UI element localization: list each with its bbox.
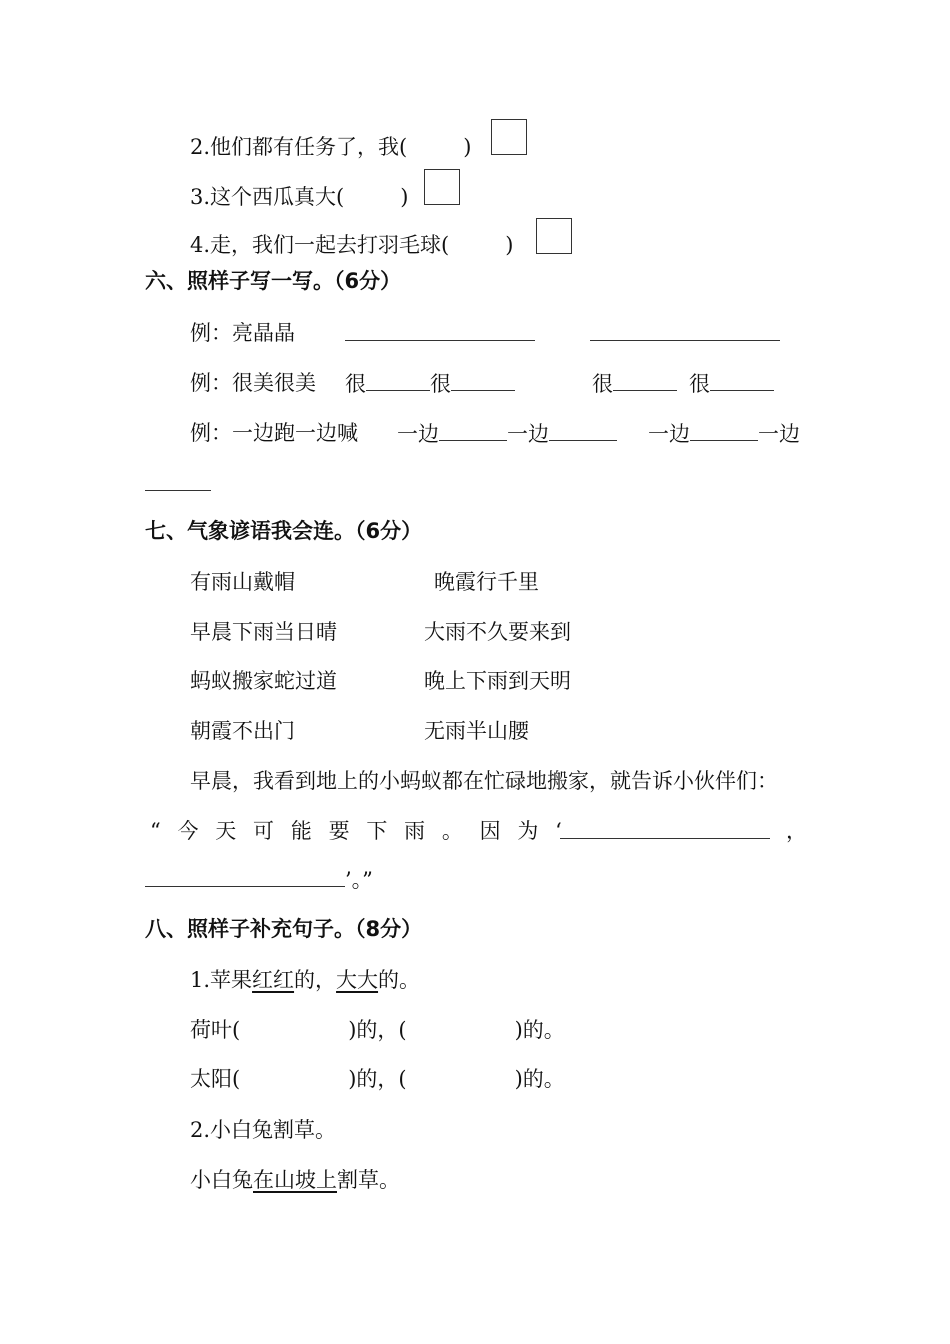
char: 要 [328,819,350,843]
text: 小白兔 [190,1168,253,1192]
question-5-2 [190,132,471,162]
text: )的。 [514,1067,565,1091]
proverb-right[interactable]: 晚霞行千里 [434,570,539,594]
example-3-blank-tail[interactable] [145,468,211,499]
example-3-answer-b [648,418,800,449]
proverb-right[interactable]: 大雨不久要来到 [424,620,571,644]
example-3-answer-a [397,418,617,449]
char: 因 [479,819,501,843]
paragraph: 早晨，我看到地上的小蚂蚁都在忙碌地搬家，就告诉小伙伴们： [190,769,778,793]
text: 割草。 [337,1168,400,1192]
char: 雨 [404,819,426,843]
underlined-word: 大大 [336,968,379,992]
example-1-blank-b[interactable] [590,318,780,349]
question-8-2: 2.小白兔割草。 [190,1118,337,1142]
proverb-right[interactable]: 晚上下雨到天明 [424,669,571,693]
char: 为 [517,819,539,843]
reason-blank-b[interactable] [145,864,345,887]
section-8-heading: 八、照样子补充句子。（8分） [145,917,423,941]
blank[interactable] [690,418,758,441]
reason-line-2 [145,864,373,895]
word: 一边 [507,422,549,446]
word: 很 [430,372,451,396]
char: “ [150,819,161,843]
blank[interactable] [439,418,507,441]
proverb-left[interactable]: 有雨山戴帽 [190,570,295,594]
quote-line [150,816,562,846]
text: 的， [294,968,337,992]
answer-box[interactable] [491,119,527,155]
fill-line-2 [190,1064,565,1094]
question-8-1 [190,965,420,995]
reason-blank-a[interactable] [560,816,770,847]
text: 太阳( [190,1067,241,1091]
question-text: 4.走，我们一起去打羽毛球( [190,233,450,257]
blank[interactable] [451,368,515,391]
word: 一边 [648,422,690,446]
example-sentence [190,1165,400,1195]
char: 下 [366,819,388,843]
blank[interactable] [710,368,774,391]
text: )的。 [514,1018,565,1042]
proverb-right[interactable]: 无雨半山腰 [424,719,529,743]
underlined-word: 红红 [252,968,295,992]
example-1-label: 例：亮晶晶 [190,321,295,345]
word: 很 [345,372,366,396]
char: 天 [215,819,237,843]
example-3-label: 例：一边跑一边喊 [190,421,358,445]
underlined-phrase: 在山坡上 [253,1168,337,1192]
char: 。 [441,819,463,843]
text: )的，( [348,1018,407,1042]
blank[interactable] [613,368,677,391]
section-6-heading: 六、照样子写一写。（6分） [145,269,402,293]
word: 很 [689,372,710,396]
example-1-blank-a[interactable] [345,318,535,349]
example-2-answer-b [592,368,774,399]
char: 能 [290,819,312,843]
word: 很 [592,372,613,396]
answer-box[interactable] [536,218,572,254]
question-5-4 [190,230,513,260]
char: 可 [253,819,275,843]
char: 今 [177,819,199,843]
section-7-heading: 七、气象谚语我会连。（6分） [145,519,423,543]
text: 的。 [378,968,421,992]
blank[interactable] [549,418,617,441]
answer-box[interactable] [424,169,460,205]
word: 一边 [397,422,439,446]
comma: ， [786,819,807,843]
fill-line-1 [190,1015,565,1045]
proverb-left[interactable]: 蚂蚁搬家蛇过道 [190,669,337,693]
question-text: 2.他们都有任务了，我( [190,135,408,159]
proverb-left[interactable]: 早晨下雨当日晴 [190,620,337,644]
close-paren: ) [505,233,514,257]
quote-end: ’。” [345,868,373,892]
char: ‘ [555,819,562,843]
close-paren: ) [463,135,472,159]
close-paren: ) [400,185,409,209]
text: )的，( [348,1067,407,1091]
blank[interactable] [366,368,430,391]
word: 一边 [758,422,800,446]
question-text: 3.这个西瓜真大( [190,185,345,209]
proverb-left[interactable]: 朝霞不出门 [190,719,295,743]
example-2-label: 例：很美很美 [190,371,316,395]
example-2-answer-a [345,368,515,399]
text: 1.苹果 [190,968,253,992]
text: 荷叶( [190,1018,241,1042]
question-5-3 [190,182,408,212]
